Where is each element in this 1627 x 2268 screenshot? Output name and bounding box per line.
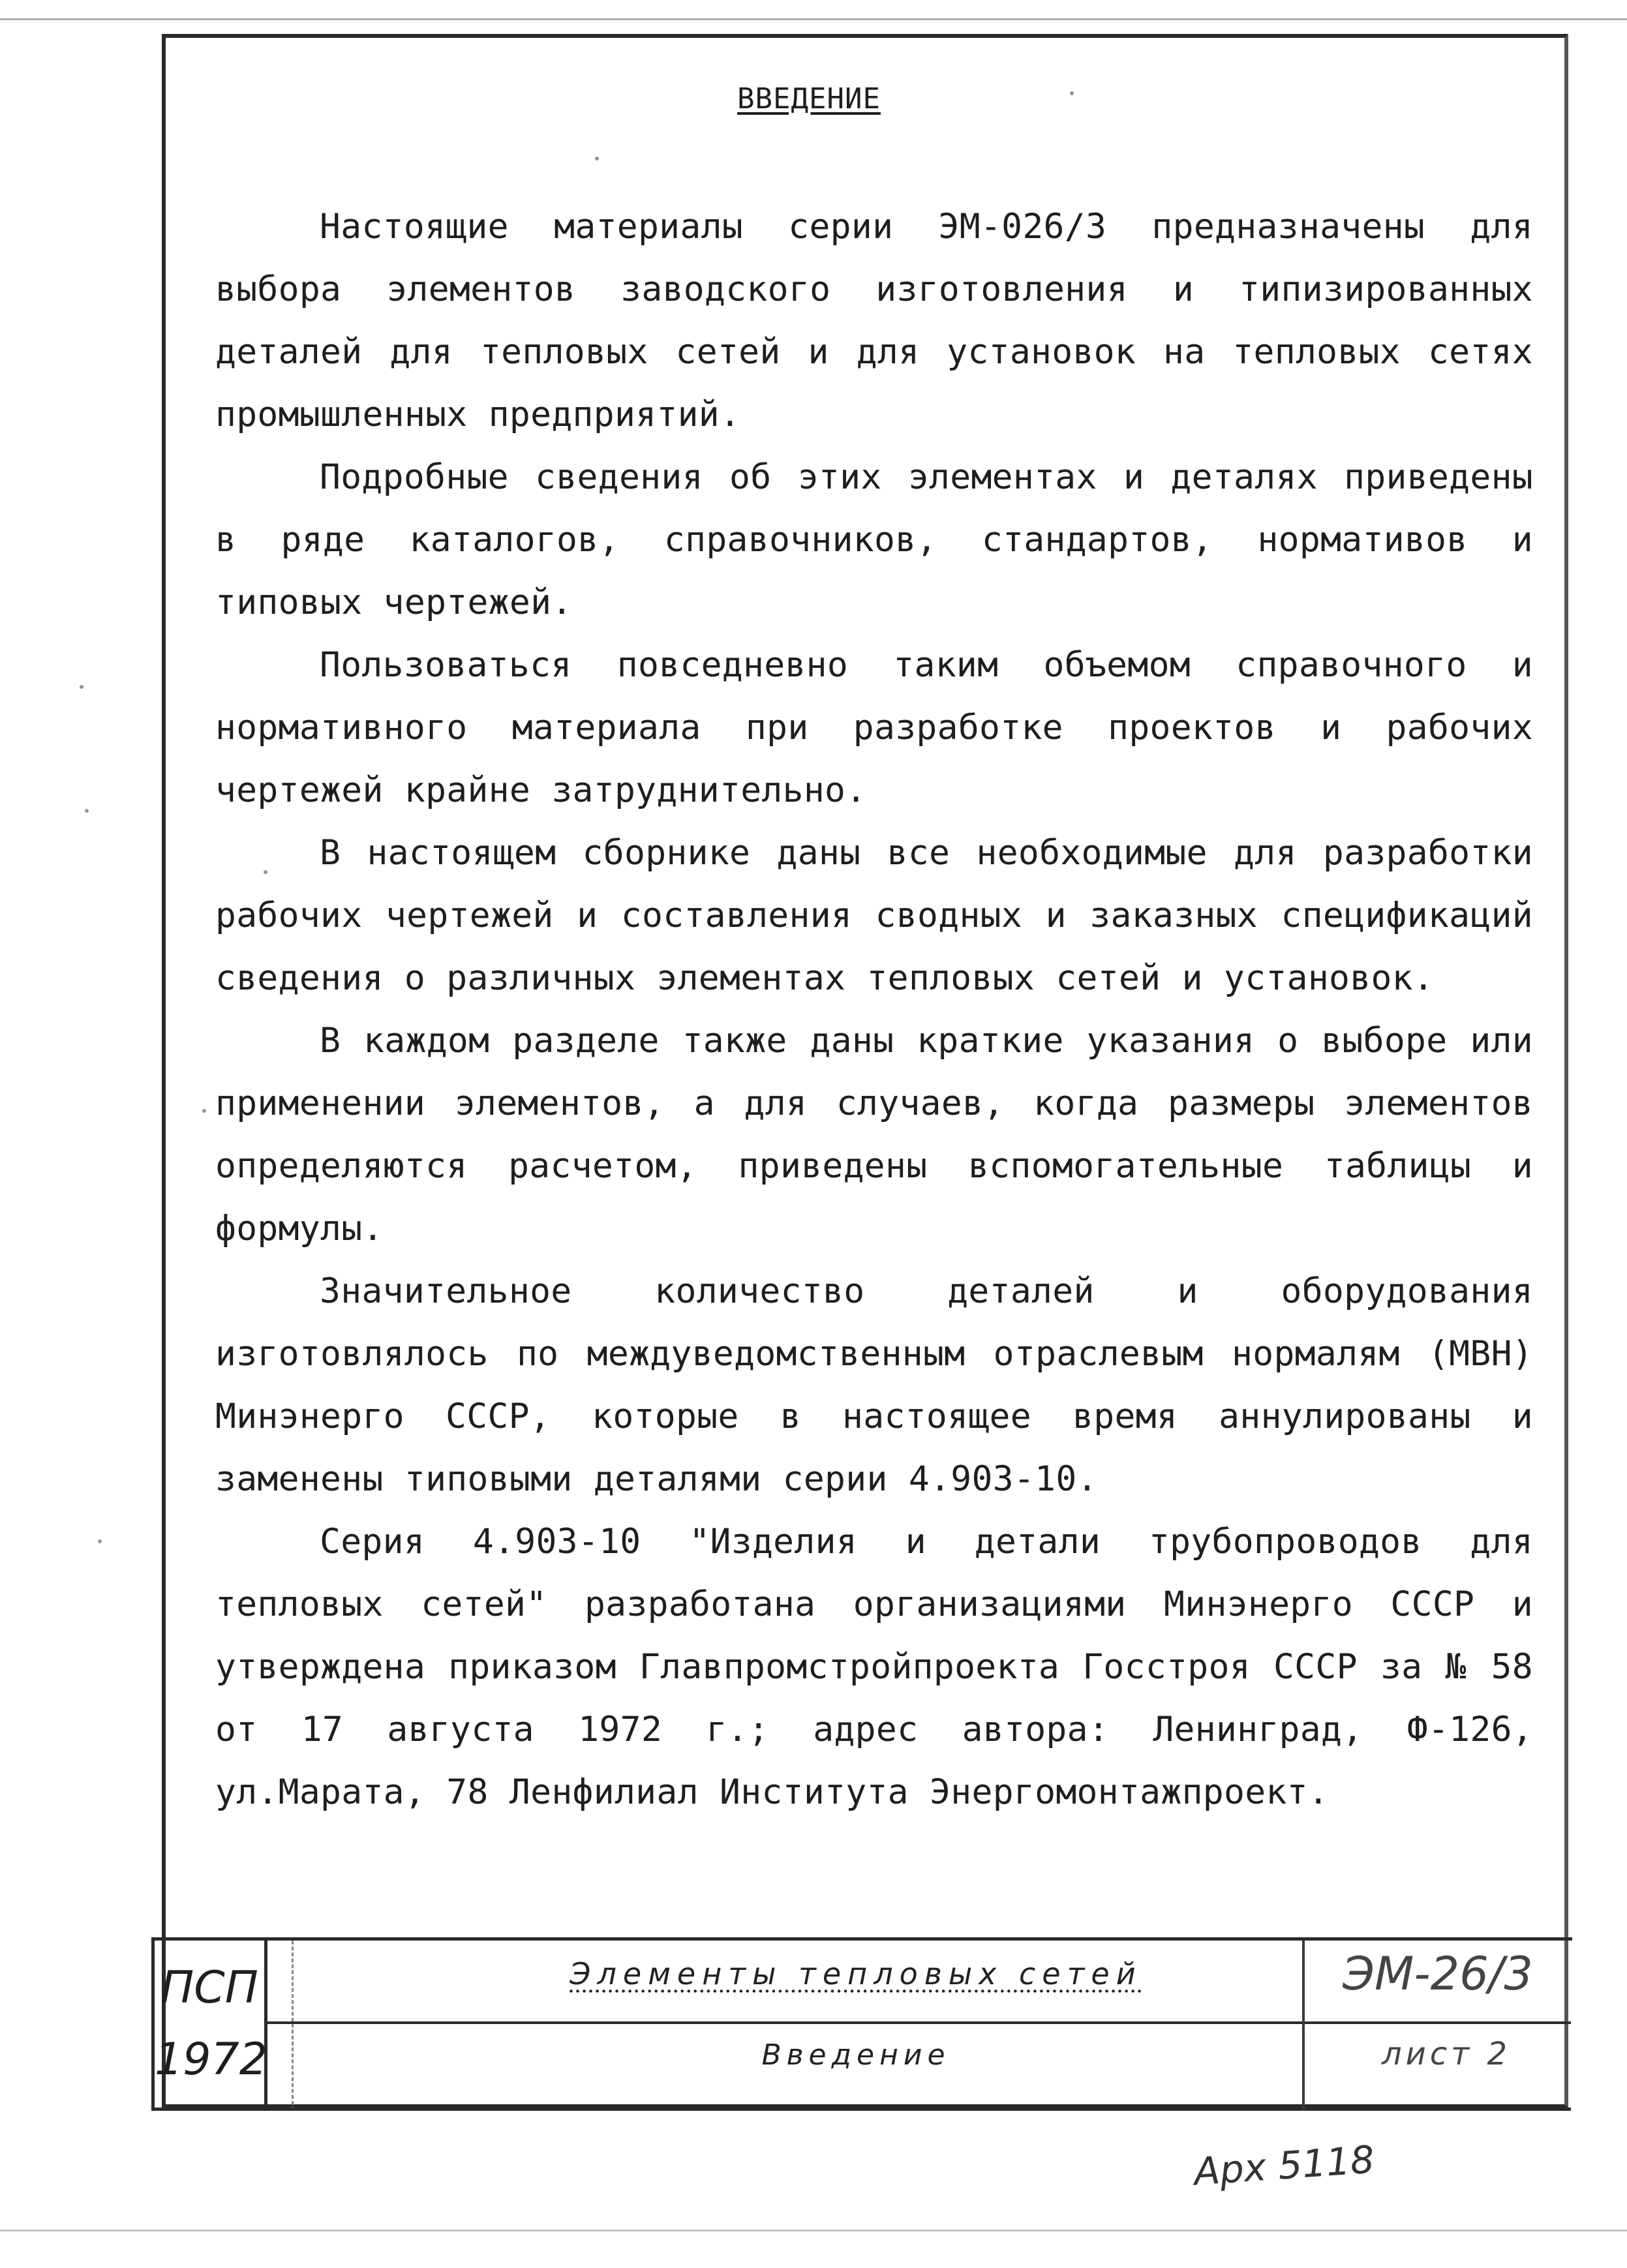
title-block-org [151,1941,267,2111]
document-body [215,196,1533,1824]
title-block-column-divider [1302,1941,1305,2111]
paragraph: Настоящие материалы серии ЭМ-026/3 предназначены для выбора элементов заводского изготовления и типизированных деталей для тепловых сетей и для установок на тепловых сетях промышленных предприятий. [215,207,1533,434]
paragraph: В настоящем сборнике даны все необходимые для разработки рабочих чертежей и составления сводных и заказных спецификаций сведения о различных элементах тепловых сетей и установок. [215,833,1533,998]
paragraph: Подробные сведения об этих элементах и деталях приведены в ряде каталогов, справочников, стандартов, нормативов и типовых чертежей. [215,457,1533,622]
org-year: 1972 [155,2034,268,2085]
scan-speck [264,870,267,874]
title-block-divider [267,2021,1571,2024]
title-block-title: Элементы тепловых сетей [570,1956,1142,1991]
page-title: ВВЕДЕНИЕ [737,82,881,115]
title-block-spacer [267,1941,294,2111]
scan-speck [80,685,84,689]
title-block-bottom-line [267,2108,1571,2111]
paragraph: В каждом разделе также даны краткие указания о выборе или применении элементов, а для случаев, когда размеры элементов определяются расчетом, приведены вспомогательные таблицы и формулы. [215,1021,1533,1248]
paragraph: Пользоваться повседневно таким объемом справочного и нормативного материала при разработке проектов и рабочих чертежей крайне затруднительно. [215,645,1533,810]
title-block [151,1937,1572,2111]
title-block-sheet-number: лист 2 [1381,2036,1512,2072]
org-code: ПСП [160,1962,258,2014]
archive-signature: Арх 5118 [1192,2137,1376,2194]
scan-speck [595,157,599,160]
scan-speck [1070,91,1074,95]
title-block-series: ЭМ-26/3 [1343,1947,1533,2001]
title-block-subtitle: Введение [761,2038,950,2072]
scan-speck [85,809,89,813]
paragraph: Серия 4.903-10 "Изделия и детали трубопроводов для тепловых сетей" разработана организациями Минэнерго СССР и утверждена приказом Главпромстройпроекта Госстроя СССР за № 58 от 17 августа 1972 г.; адрес автора: Ленинград, Ф-126, ул.Марата, 78 Ленфилиал Института Энергомонтажпроект. [215,1522,1533,1812]
paragraph: Значительное количество деталей и оборудования изготовлялось по междуведомственным отраслевым нормалям (МВН) Минэнерго СССР, которые в настоящее время аннулированы и заменены типовыми деталями серии 4.903-10. [215,1271,1533,1499]
scan-speck [202,1109,206,1113]
bottom-scan-edge [0,2230,1627,2231]
top-scan-edge [0,18,1627,20]
scan-speck [98,1539,102,1543]
